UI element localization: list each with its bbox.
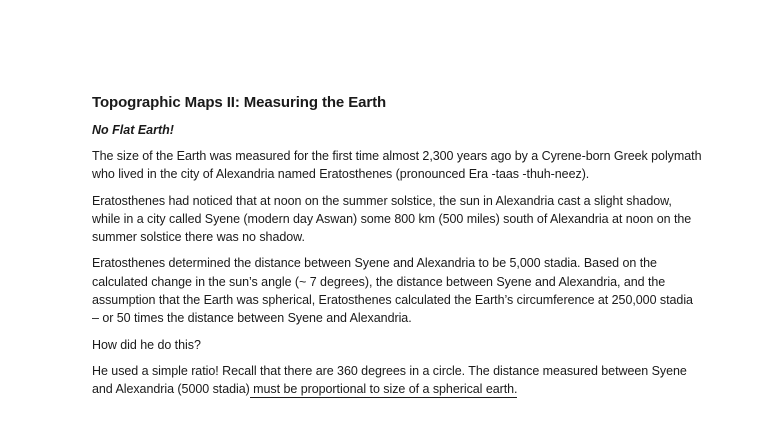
underlined-text: must be proportional to size of a spherical earth. — [249, 382, 518, 397]
section-subtitle: No Flat Earth! — [92, 123, 174, 137]
paragraph-intro: The size of the Earth was measured for the first time almost 2,300 years ago by a Cyrene-born Greek polymath who lived in the city of Alexandria named Eratosthenes (pronounced Era -taas -thuh-neez). — [92, 149, 702, 182]
paragraph-shadow: Eratosthenes had noticed that at noon on the summer solstice, the sun in Alexandria cast a slight shadow, while in a city called Syene (modern day Aswan) some 800 km (500 miles) south of Alexandria at noon on the summer solstice there was no shadow. — [92, 193, 692, 245]
document-body — [92, 93, 702, 399]
ratio-text: He used a simple ratio! Recall that there are 360 degrees in a circle. The distance measured between Syene and Alexandria (5000 stadia) — [92, 363, 687, 397]
page-title: Topographic Maps II: Measuring the Earth — [92, 94, 387, 111]
paragraph-question: How did he do this? — [92, 337, 201, 352]
paragraph-calculation: Eratosthenes determined the distance between Syene and Alexandria to be 5,000 stadia. Based on the calculated change in the sun’s angle (~ 7 degrees), the distance between Syene and Alexandria, and the assumption that the Earth was spherical, Eratosthenes calculated the Earth’s circumference at 250,000 stadia – or 50 times the distance between Syene and Alexandria. — [92, 256, 693, 326]
paragraph-ratio — [92, 362, 702, 399]
